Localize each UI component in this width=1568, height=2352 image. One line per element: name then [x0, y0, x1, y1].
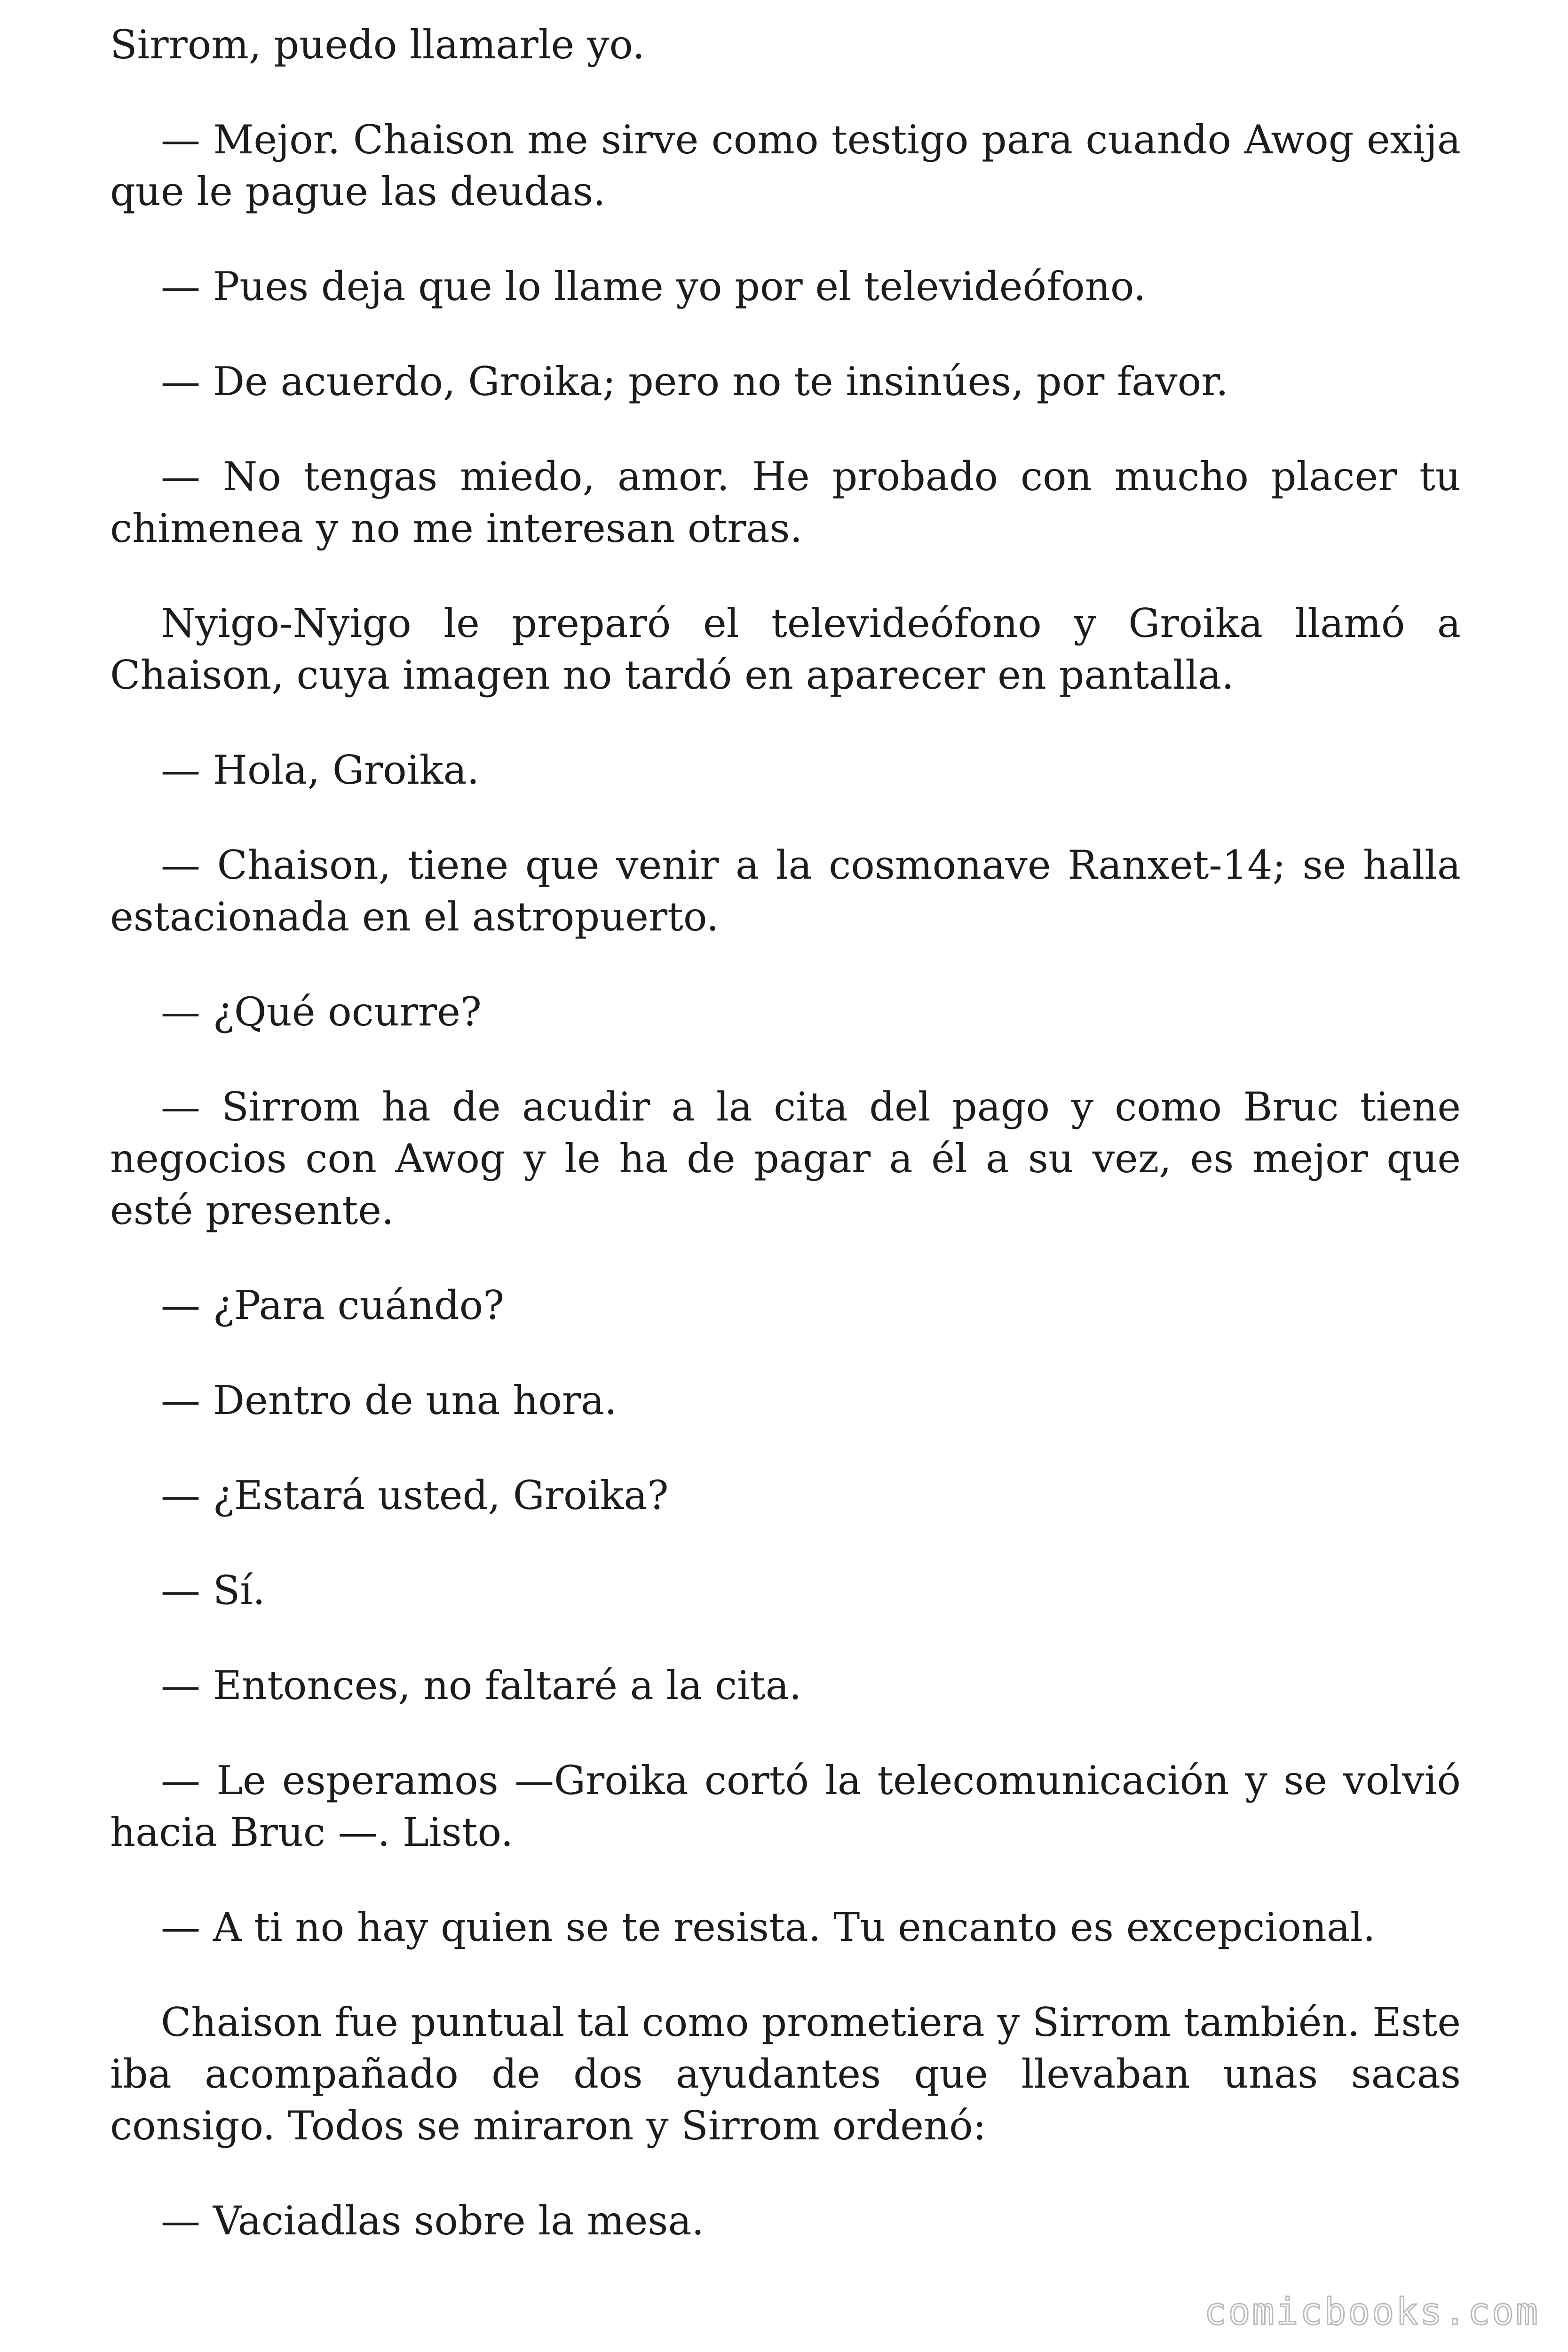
paragraph: — Hola, Groika.: [161, 747, 480, 793]
paragraph: Chaison fue puntual tal como prometiera y Sirrom también. Este iba acompañado de dos ayudantes que llevaban unas sacas consigo. Todos se miraron y Sirrom ordenó:: [110, 1999, 1461, 2149]
paragraph: — No tengas miedo, amor. He probado con mucho placer tu chimenea y no me interesan otras.: [110, 453, 1461, 551]
paragraph: — De acuerdo, Groika; pero no te insinúes, por favor.: [161, 358, 1228, 405]
paragraph: — A ti no hay quien se te resista. Tu encanto es excepcional.: [161, 1904, 1376, 1950]
paragraph: — ¿Estará usted, Groika?: [161, 1472, 669, 1518]
paragraph: Sirrom, puedo llamarle yo.: [110, 22, 645, 68]
page-text-body: [110, 19, 1461, 2290]
paragraph: — Entonces, no faltaré a la cita.: [161, 1662, 802, 1708]
paragraph: — Vaciadlas sobre la mesa.: [161, 2198, 705, 2244]
paragraph: — Chaison, tiene que venir a la cosmonave Ranxet-14; se halla estacionada en el astropuerto.: [110, 842, 1461, 940]
watermark: comicbooks.com: [1204, 2291, 1540, 2333]
paragraph: — Pues deja que lo llame yo por el televideófono.: [161, 263, 1146, 310]
paragraph: — ¿Para cuándo?: [161, 1282, 505, 1328]
paragraph: — Sirrom ha de acudir a la cita del pago y como Bruc tiene negocios con Awog y le ha de pagar a él a su vez, es mejor que esté presente.: [110, 1084, 1461, 1233]
paragraph: Nyigo-Nyigo le preparó el televideófono y Groika llamó a Chaison, cuya imagen no tardó en aparecer en pantalla.: [110, 600, 1461, 698]
paragraph: — Le esperamos —Groika cortó la telecomunicación y se volvió hacia Bruc —. Listo.: [110, 1757, 1461, 1855]
paragraph: — Sí.: [161, 1567, 265, 1613]
paragraph: — Mejor. Chaison me sirve como testigo para cuando Awog exija que le pague las deudas.: [110, 117, 1461, 215]
paragraph: — ¿Qué ocurre?: [161, 989, 482, 1035]
paragraph: — Dentro de una hora.: [161, 1377, 617, 1423]
